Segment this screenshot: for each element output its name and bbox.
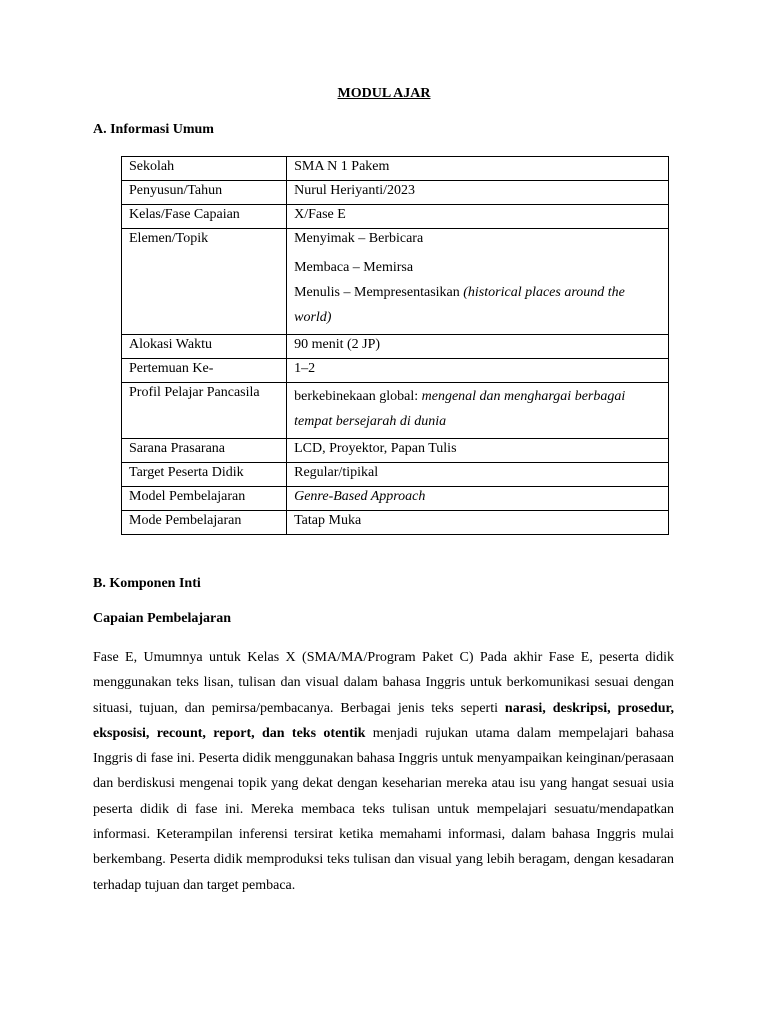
section-b-heading: B. Komponen Inti bbox=[93, 576, 201, 591]
topic-line: Membaca – Memirsa bbox=[294, 260, 414, 275]
row-label: Mode Pembelajaran bbox=[122, 511, 287, 535]
row-value: Tatap Muka bbox=[287, 511, 669, 535]
document-title: MODUL AJAR bbox=[337, 86, 431, 101]
table-row bbox=[122, 359, 669, 383]
row-value-multiline bbox=[287, 229, 669, 335]
row-label: Sarana Prasarana bbox=[122, 439, 287, 463]
capaian-heading: Capaian Pembelajaran bbox=[93, 611, 232, 626]
row-value: LCD, Proyektor, Papan Tulis bbox=[287, 439, 669, 463]
paragraph-text: menjadi rujukan utama dalam mempelajari bahasa Inggris di fase ini. Peserta didik menggunakan bahasa Inggris untuk menyampaikan keinginan/perasaan dan berdiskusi mengenai topik yang dekat dengan keseharian mereka atau isu yang hangat sesuai usia peserta didik di fase ini. Mereka membaca teks tulisan untuk mempelajari sesuatu/mendapatkan informasi. Keterampilan inferensi tersirat ketika memahami informasi, dalam bahasa Inggris mulai berkembang. Peserta didik memproduksi teks tulisan dan visual yang lebih beragam, dengan kesadaran terhadap tujuan dan target pembaca. bbox=[93, 725, 674, 893]
row-value: X/Fase E bbox=[287, 205, 669, 229]
row-value: 1–2 bbox=[287, 359, 669, 383]
row-label: Profil Pelajar Pancasila bbox=[122, 383, 287, 439]
table-row bbox=[122, 439, 669, 463]
row-value: Genre-Based Approach bbox=[287, 487, 669, 511]
table-row bbox=[122, 157, 669, 181]
profile-italic: mengenal dan menghargai berbagai tempat bersejarah di dunia bbox=[294, 389, 626, 429]
row-label: Elemen/Topik bbox=[122, 229, 287, 335]
paragraph-text: Fase E, Umumnya untuk Kelas X (SMA/MA/Program Paket C) Pada akhir Fase E, peserta didik menggunakan teks lisan, tulisan dan visual dalam bahasa Inggris untuk berkomunikasi sesuai dengan situasi, tujuan, dan pemirsa/pembacanya. Berbagai jenis teks seperti bbox=[93, 650, 674, 716]
row-value: SMA N 1 Pakem bbox=[287, 157, 669, 181]
topic-line-text: Menulis – Mempresentasikan bbox=[294, 285, 464, 300]
row-value: Nurul Heriyanti/2023 bbox=[287, 181, 669, 205]
topic-line: Menyimak – Berbicara bbox=[294, 231, 424, 246]
profile-text: berkebinekaan global: bbox=[294, 389, 422, 404]
paragraph-bold-text: narasi, deskripsi, prosedur, eksposisi, recount, report, dan teks otentik bbox=[93, 700, 674, 741]
row-label: Target Peserta Didik bbox=[122, 463, 287, 487]
table-row bbox=[122, 335, 669, 359]
table-row bbox=[122, 229, 669, 335]
topic-line bbox=[294, 280, 661, 330]
topic-line-italic: (historical places around the world) bbox=[294, 285, 625, 325]
row-label: Alokasi Waktu bbox=[122, 335, 287, 359]
row-label: Kelas/Fase Capaian bbox=[122, 205, 287, 229]
row-value bbox=[287, 383, 669, 439]
capaian-paragraph bbox=[93, 645, 674, 898]
table-row bbox=[122, 463, 669, 487]
row-label: Sekolah bbox=[122, 157, 287, 181]
table-row bbox=[122, 383, 669, 439]
row-value: Regular/tipikal bbox=[287, 463, 669, 487]
row-value: 90 menit (2 JP) bbox=[287, 335, 669, 359]
table-row bbox=[122, 205, 669, 229]
table-row bbox=[122, 511, 669, 535]
table-row bbox=[122, 487, 669, 511]
info-table bbox=[121, 156, 669, 535]
section-a-heading: A. Informasi Umum bbox=[93, 122, 214, 137]
row-label: Pertemuan Ke- bbox=[122, 359, 287, 383]
row-label: Model Pembelajaran bbox=[122, 487, 287, 511]
row-label: Penyusun/Tahun bbox=[122, 181, 287, 205]
table-row bbox=[122, 181, 669, 205]
